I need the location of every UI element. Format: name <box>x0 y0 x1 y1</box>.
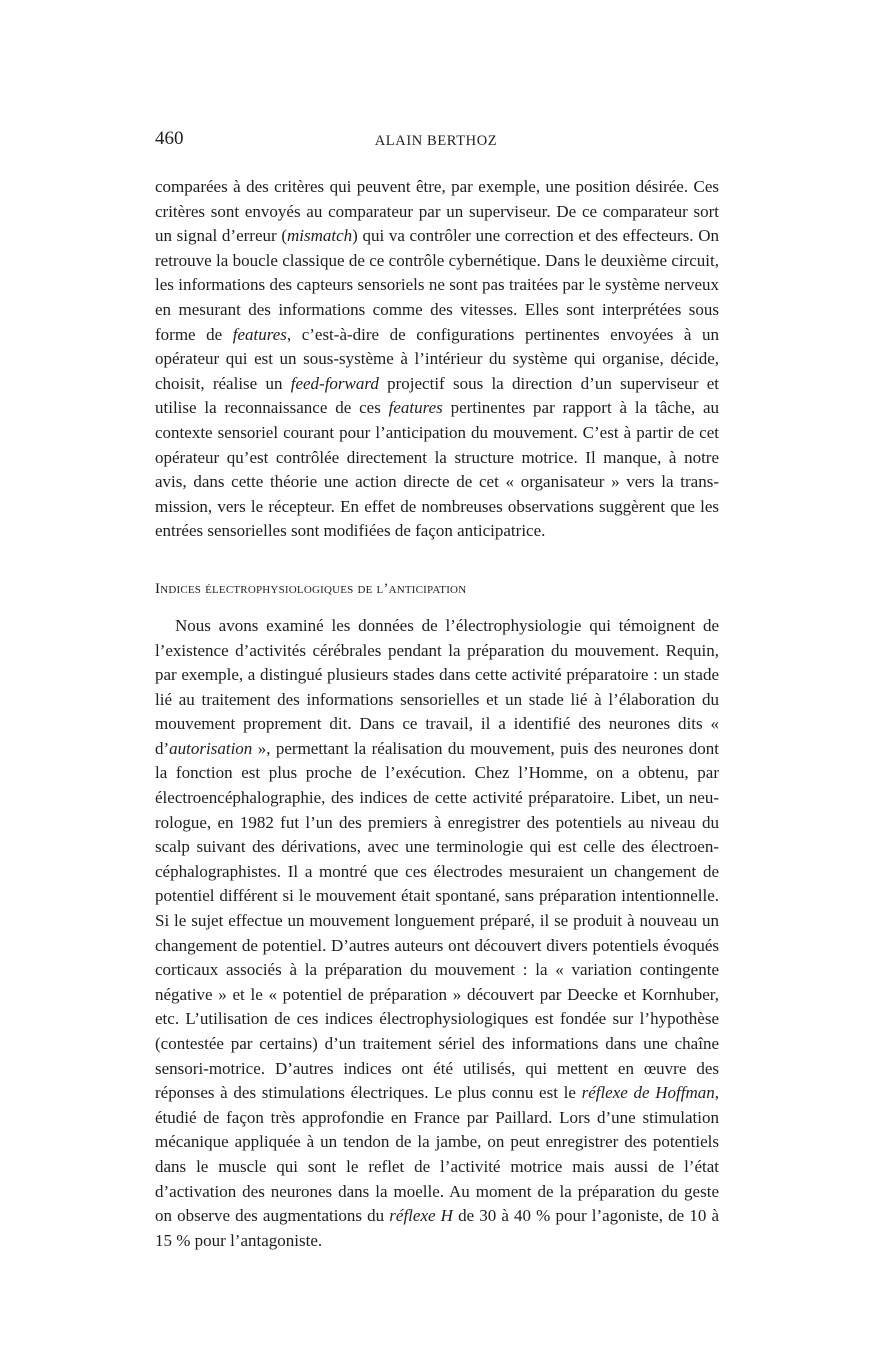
text-segment: », permettant la réalisation du mouvement, puis des neurones dont la fonction est plus proche de l’exécution. Chez l’Homme, on a obtenu, par électroencéphalographie, des indices de cette activité préparatoire. Libet, un neurologue, en 1982 fut l’un des premiers à enregistrer des potentiels au niveau du scalp suivant des dérivations, avec une terminologie qui est celle des électroencéphalographistes. Il a montré que ces électrodes mesuraient un changement de potentiel différent si le mouvement était spontané, sans préparation intentionnelle. Si le sujet effectue un mouvement longuement préparé, il se produit à nouveau un changement de potentiel. D’autres auteurs ont découvert divers potentiels évoqués corticaux associés à la préparation du mouvement : la « variation contingente négative » et le « potentiel de préparation » découvert par Deecke et Kornhuber, etc. L’utilisation de ces indices électrophysiologiques est fondée sur l’hypothèse (contestée par certains) d’un traitement sériel des informations dans une chaîne sensori-motrice. D’autres indices ont été utilisés, qui mettent en œuvre des réponses à des stimulations électriques. Le plus connu est le <box>155 738 719 1103</box>
italic-term: features <box>388 398 443 418</box>
text-segment: de 30 à 40 % pour l’agoniste, de 10 à 15 % pour l’antagoniste. <box>155 1206 719 1250</box>
text-segment: , c’est-à-dire de configurations pertinentes envoyées à un opérateur qui est un sous-système à l’intérieur du système qui organise, décide, choisit, réalise un <box>155 324 720 393</box>
text-segment: projectif sous la direction d’un superviseur et utilise la reconnaissance de ces <box>155 373 719 418</box>
text-segment: comparées à des critères qui peuvent être, par exemple, une position désirée. Ces critères sont envoyés au comparateur par un superviseur. De ce comparateur sort un signal d’erreur ( <box>155 177 719 246</box>
italic-term: features <box>232 324 287 344</box>
text-segment: pertinentes par rapport à la tâche, au contexte sensoriel courant pour l’anticipation du mouvement. C’est à partir de cet opérateur qu’est contrôlée directement la structure motrice. Il manque, à notre avis, dans cette théorie une action directe de cet « organisateur » vers la transmission, vers le récepteur. En effet de nombreuses observations suggèrent que les entrées sensorielles sont modifiées de façon anticipatrice. <box>155 398 719 541</box>
italic-term: mismatch <box>286 226 353 246</box>
page-number: 460 <box>155 128 184 149</box>
body-text <box>155 175 719 1253</box>
italic-term: réflexe de Hoffman <box>581 1083 715 1103</box>
italic-term: réflexe H <box>389 1206 453 1226</box>
text-segment: , étudié de façon très approfondie en France par Paillard. Lors d’une stimulation mécanique appliquée à un tendon de la jambe, on peut enregistrer des potentiels dans le muscle qui sont le reflet de l’activité motrice mais aussi de l’état d’activation des neurones dans la moelle. Au moment de la préparation du geste on observe des augmentations du <box>155 1083 719 1226</box>
running-head <box>155 124 717 154</box>
text-segment: ) qui va contrôler une correction et des effecteurs. On retrouve la boucle classique de ce contrôle cybernétique. Dans le deuxième circuit, les informations des capteurs sensoriels ne sont pas traitées par le système nerveux en mesurant des informations comme des vitesses. Elles sont interprétées sous forme de <box>155 226 719 344</box>
section-heading: Indices électrophysiologiques de l’anticipation <box>155 580 467 597</box>
paragraph-electrophysiology <box>155 614 719 1253</box>
italic-term: autorisation <box>169 738 253 758</box>
running-title: ALAIN BERTHOZ <box>374 133 498 149</box>
paragraph-comparator-theory <box>155 175 719 544</box>
italic-term: feed-forward <box>290 373 379 393</box>
text-segment: Nous avons examiné les données de l’électrophysiologie qui témoignent de l’existence d’activités cérébrales pendant la préparation du mouvement. Requin, par exemple, a distingué plusieurs stades dans cette activité préparatoire : un stade lié au traitement des informations sensorielles et un stade lié à l’élaboration du mouvement proprement dit. Dans ce travail, il a identifié des neurones dits « d’ <box>155 615 719 758</box>
